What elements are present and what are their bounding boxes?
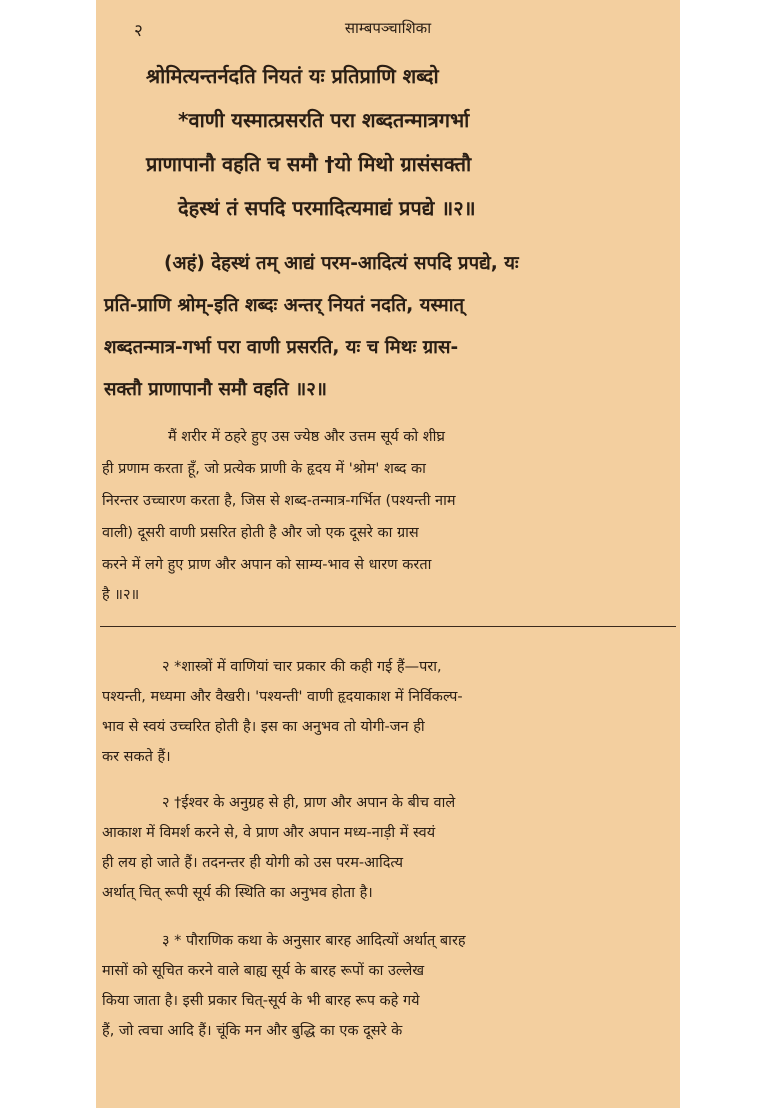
translation-line: वाली) दूसरी वाणी प्रसरित होती है और जो एक दूसरे का ग्रास	[102, 525, 419, 541]
verse-line: श्रोमित्यन्तर्नदति नियतं यः प्रतिप्राणि शब्दो	[146, 64, 439, 88]
translation-line: है ॥२॥	[102, 587, 140, 603]
footnote-line: २ †ईश्वर के अनुग्रह से ही, प्राण और अपान के बीच वाले	[162, 795, 456, 811]
translation-line: निरन्तर उच्चारण करता है, जिस से शब्द-तन्मात्र-गर्भित (पश्यन्ती नाम	[102, 493, 456, 509]
page-number: २	[134, 21, 143, 41]
prose-line: प्रति-प्राणि श्रोम्-इति शब्दः अन्तर् नियतं नदति, यस्मात्	[104, 295, 465, 316]
translation-line: मैं शरीर में ठहरे हुए उस ज्येष्ठ और उत्तम सूर्य को शीघ्र	[168, 429, 445, 445]
page-header	[96, 14, 680, 46]
translation-line: ही प्रणाम करता हूँ, जो प्रत्येक प्राणी के हृदय में 'श्रोम' शब्द का	[102, 461, 426, 477]
footnote-line: मासों को सूचित करने वाले बाह्य सूर्य के बारह रूपों का उल्लेख	[102, 963, 425, 979]
footnote-line: पश्यन्ती, मध्यमा और वैखरी। 'पश्यन्ती' वाणी हृदयाकाश में निर्विकल्प-	[102, 689, 463, 705]
footnote-line: ही लय हो जाते हैं। तदनन्तर ही योगी को उस परम-आदित्य	[102, 855, 404, 871]
footnote-line: अर्थात् चित् रूपी सूर्य की स्थिति का अनुभव होता है।	[102, 885, 373, 901]
verse-line: *वाणी यस्मात्प्रसरति परा शब्दतन्मात्रगर्भा	[178, 108, 470, 132]
running-title: साम्बपञ्चाशिका	[344, 19, 432, 37]
translation-line: करने में लगे हुए प्राण और अपान को साम्य-भाव से धारण करता	[102, 557, 432, 573]
footnote-line: आकाश में विमर्श करने से, वे प्राण और अपान मध्य-नाड़ी में स्वयं	[102, 825, 436, 841]
prose-line: (अहं) देहस्थं तम् आद्यं परम-आदित्यं सपदि प्रपद्ये, यः	[164, 253, 519, 274]
footnote-divider	[100, 626, 676, 627]
prose-line: शब्दतन्मात्र-गर्भा परा वाणी प्रसरति, यः च मिथः ग्रास-	[104, 337, 459, 358]
verse-line: प्राणापानौ वहति च समौ †यो मिथो ग्रासंसक्तौ	[146, 152, 472, 176]
footnote-line: २ *शास्त्रों में वाणियां चार प्रकार की कही गई हैं—परा,	[162, 659, 442, 675]
footnote-line: किया जाता है। इसी प्रकार चित्-सूर्य के भी बारह रूप कहे गये	[102, 993, 420, 1009]
book-page	[96, 0, 680, 1108]
footnote-line: ३ * पौराणिक कथा के अनुसार बारह आदित्यों अर्थात् बारह	[162, 933, 466, 949]
verse-line: देहस्थं तं सपदि परमादित्यमाद्यं प्रपद्ये ॥२॥	[178, 196, 476, 220]
prose-line: सक्तौ प्राणापानौ समौ वहति ॥२॥	[104, 379, 327, 400]
footnote-line: हैं, जो त्वचा आदि हैं। चूंकि मन और बुद्धि का एक दूसरे के	[102, 1023, 403, 1039]
footnote-line: कर सकते हैं।	[102, 749, 171, 765]
footnote-line: भाव से स्वयं उच्चरित होती है। इस का अनुभव तो योगी-जन ही	[102, 719, 425, 735]
